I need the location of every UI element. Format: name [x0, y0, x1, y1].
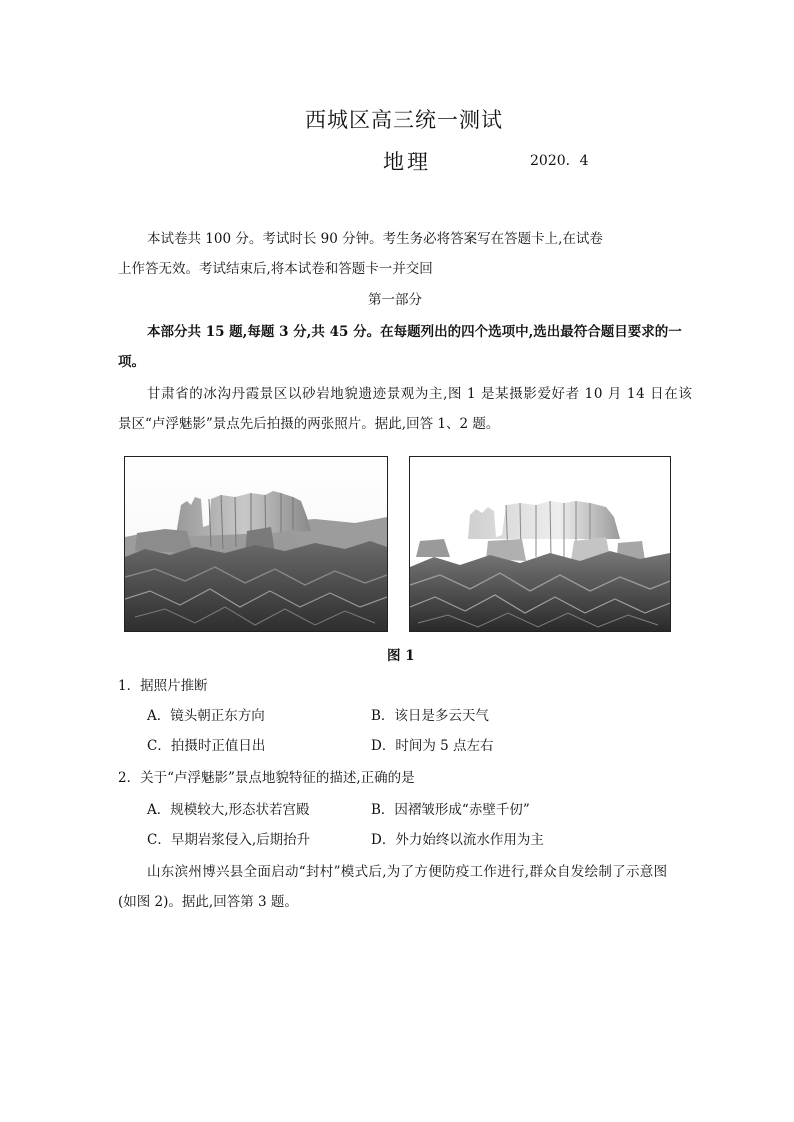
part-heading: 第一部分 [368, 292, 422, 308]
part-instruction-line-2: 项。 [118, 354, 145, 370]
question-1-option-c: C．拍摄时正值日出 [147, 738, 266, 754]
exam-subject: 地理 [383, 150, 431, 174]
question-1-stem: 1．据照片推断 [118, 678, 208, 694]
intro-line-1: 本试卷共 100 分。考试时长 90 分钟。考生务必将答案写在答题卡上,在试卷 [147, 231, 603, 247]
figure-1-caption: 图 1 [387, 648, 415, 664]
passage-2-line-2: (如图 2)。据此,回答第 3 题。 [118, 894, 298, 910]
exam-title: 西城区高三统一测试 [305, 108, 503, 132]
passage-1-line-1: 甘肃省的冰沟丹霞景区以砂岩地貌遗迹景观为主,图 1 是某摄影爱好者 10 月 14 日在该 [147, 386, 693, 402]
passage-2-line-1: 山东滨州博兴县全面启动“封村”模式后,为了方便防疫工作进行,群众自发绘制了示意图 [147, 864, 668, 880]
rock-formation-photo-left [125, 457, 387, 631]
part-instruction-line-1: 本部分共 15 题,每题 3 分,共 45 分。在每题列出的四个选项中,选出最符合题目要求的一 [147, 324, 682, 340]
question-2-option-a: A．规模较大,形态状若宫殿 [147, 802, 310, 818]
question-2-option-c: C．早期岩浆侵入,后期抬升 [147, 832, 311, 848]
figure-1-photo-right [409, 456, 671, 632]
figure-1-photo-left [124, 456, 388, 632]
question-1-option-a: A．镜头朝正东方向 [147, 708, 265, 724]
question-1-option-d: D．时间为 5 点左右 [371, 738, 494, 754]
question-2-option-b: B．因褶皱形成“赤壁千仞” [371, 802, 530, 818]
rock-formation-photo-right [410, 457, 670, 631]
intro-line-2: 上作答无效。考试结束后,将本试卷和答题卡一并交回 [118, 261, 433, 277]
exam-date: 2020．4 [530, 153, 589, 169]
question-2-stem: 2．关于“卢浮魅影”景点地貌特征的描述,正确的是 [118, 770, 415, 786]
question-1-option-b: B．该日是多云天气 [371, 708, 489, 724]
question-2-option-d: D．外力始终以流水作用为主 [371, 832, 544, 848]
passage-1-line-2: 景区“卢浮魅影”景点先后拍摄的两张照片。据此,回答 1、2 题。 [118, 416, 500, 432]
